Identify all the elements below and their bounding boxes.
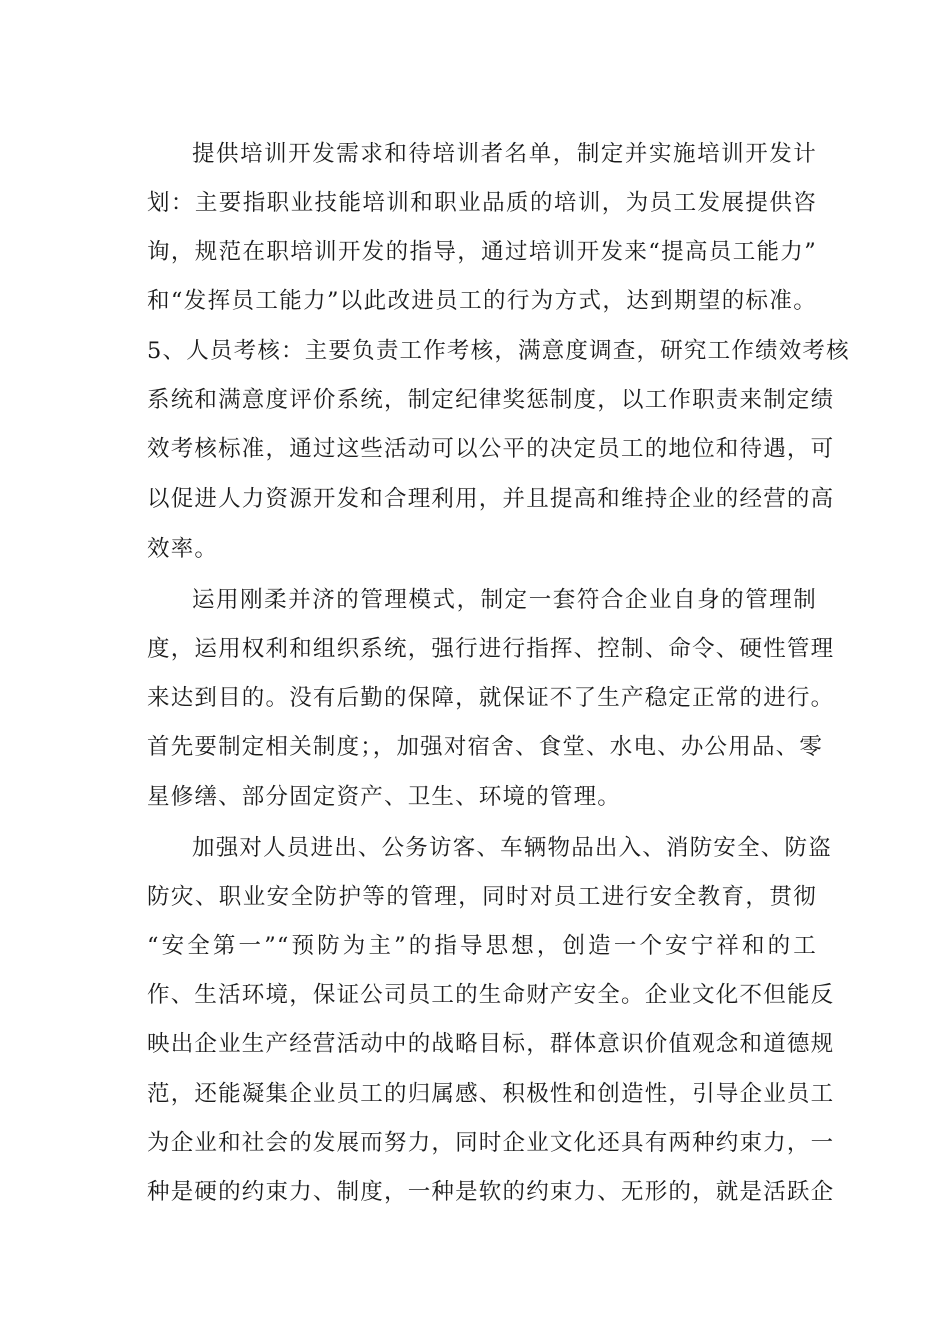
text-line: 询，规范在职培训开发的指导，通过培训开发来“提高员工能力” (147, 239, 817, 265)
text-line: 提供培训开发需求和待培训者名单，制定并实施培训开发计 (192, 141, 817, 167)
text-line: 首先要制定相关制度；，加强对宿舍、食堂、水电、办公用品、零 (147, 734, 824, 760)
text-line: 运用刚柔并济的管理模式，制定一套符合企业自身的管理制 (192, 587, 817, 613)
text-line: 作、生活环境，保证公司员工的生命财产安全。企业文化不但能反 (147, 982, 835, 1008)
text-line: 和“发挥员工能力”以此改进员工的行为方式，达到期望的标准。 (147, 288, 817, 314)
text-line: 效率。 (147, 536, 219, 562)
text-line: “安全第一”“预防为主”的指导思想，创造一个安宁祥和的工 (147, 933, 817, 959)
text-line: 效考核标准，通过这些活动可以公平的决定员工的地位和待遇，可 (147, 436, 835, 462)
text-line: 映出企业生产经营活动中的战略目标，群体意识价值观念和道德规 (147, 1031, 835, 1057)
text-line: 以促进人力资源开发和合理利用，并且提高和维持企业的经营的高 (147, 486, 835, 512)
text-line: 种是硬的约束力、制度，一种是软的约束力、无形的，就是活跃企 (147, 1179, 835, 1205)
text-line: 加强对人员进出、公务访客、车辆物品出入、消防安全、防盗 (192, 835, 832, 861)
text-line: 来达到目的。没有后勤的保障，就保证不了生产稳定正常的进行。 (147, 685, 835, 711)
text-line: 范，还能凝集企业员工的归属感、积极性和创造性，引导企业员工 (147, 1081, 835, 1107)
text-line: 系统和满意度评价系统，制定纪律奖惩制度，以工作职责来制定绩 (147, 387, 835, 413)
text-line: 5、人员考核：主要负责工作考核，满意度调查，研究工作绩效考核 (147, 338, 850, 364)
text-line: 为企业和社会的发展而努力，同时企业文化还具有两种约束力，一 (147, 1130, 835, 1156)
text-line: 防灾、职业安全防护等的管理，同时对员工进行安全教育，贯彻 (147, 884, 817, 910)
text-line: 划：主要指职业技能培训和职业品质的培训，为员工发展提供咨 (147, 190, 817, 216)
text-line: 星修缮、部分固定资产、卫生、环境的管理。 (147, 784, 622, 810)
text-line: 度，运用权利和组织系统，强行进行指挥、控制、命令、硬性管理 (147, 636, 835, 662)
